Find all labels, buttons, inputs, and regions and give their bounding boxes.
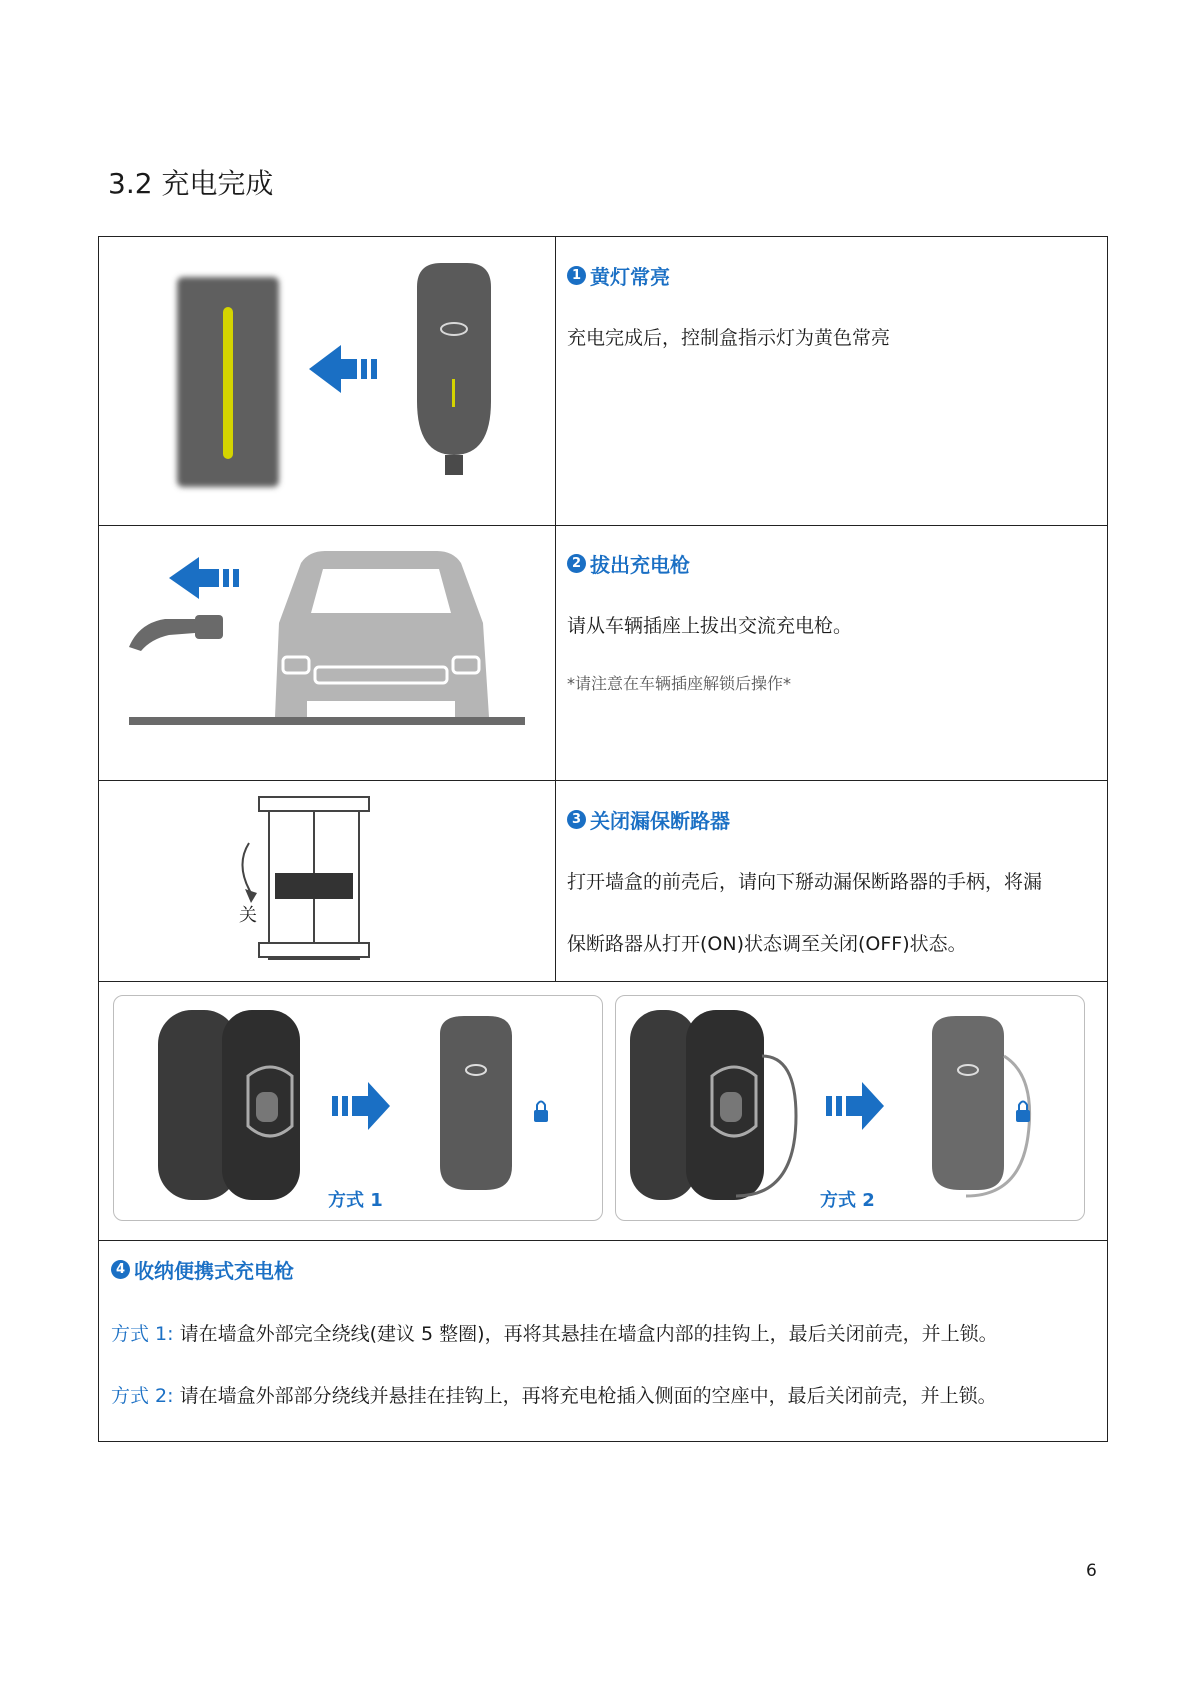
section-title: 3.2 充电完成 (108, 167, 274, 200)
breaker-off-label: 关 (239, 905, 257, 926)
method-2-caption: 方式 2 (820, 1190, 875, 1211)
method-2-label: 方式 2: (111, 1385, 174, 1407)
yellow-light-illustration (119, 241, 539, 521)
page-number: 6 (1086, 1561, 1097, 1581)
unplug-gun-illustration (119, 537, 539, 777)
step-3-description-line-2: 保断路器从打开(ON)状态调至关闭(OFF)状态。 (567, 933, 967, 955)
step-1-description: 充电完成后，控制盒指示灯为黄色常亮 (567, 327, 891, 349)
step-3-title: 3 关闭漏保断路器 (567, 805, 1097, 834)
method-2-text: 请在墙盒外部部分绕线并悬挂在挂钩上，再将充电枪插入侧面的空座中，最后关闭前壳，并上锁。 (179, 1385, 997, 1407)
row-divider (99, 780, 1107, 781)
method-2-panel (615, 995, 1085, 1221)
step-1-title: 1 黄灯常亮 (567, 261, 1097, 290)
step-3-description-line-1: 打开墙盒的前壳后，请向下掰动漏保断路器的手柄，将漏 (567, 871, 1043, 893)
arrow-right-icon (826, 1082, 884, 1130)
step-1-text-block (567, 261, 1097, 511)
method-1-panel (113, 995, 603, 1221)
method-1-text: 请在墙盒外部完全绕线(建议 5 整圈)，再将其悬挂在墙盒内部的挂钩上，最后关闭前壳，并上锁。 (179, 1323, 998, 1345)
row-divider (99, 981, 1107, 982)
lock-icon (534, 1102, 548, 1123)
method-1-caption: 方式 1 (328, 1190, 383, 1211)
step-number-badge: 1 (567, 266, 586, 285)
step-4-title: 4 收纳便携式充电枪 (111, 1255, 294, 1284)
method-2-instruction (111, 1381, 997, 1408)
arrow-left-icon (169, 557, 239, 599)
method-1-label: 方式 1: (111, 1323, 174, 1345)
step-2-note: *请注意在车辆插座解锁后操作* (567, 674, 792, 693)
steps-table (98, 236, 1108, 1442)
lock-icon (1016, 1102, 1030, 1123)
arrow-left-icon (309, 345, 377, 393)
step-2-description: 请从车辆插座上拔出交流充电枪。 (567, 615, 853, 637)
row-divider (99, 525, 1107, 526)
row-divider (99, 1240, 1107, 1241)
step-number-badge: 2 (567, 554, 586, 573)
step-2-text-block (567, 549, 1097, 769)
step-number-badge: 4 (111, 1260, 130, 1279)
breaker-illustration (229, 793, 429, 973)
step-number-badge: 3 (567, 810, 586, 829)
method-1-instruction (111, 1319, 998, 1346)
step-2-title: 2 拔出充电枪 (567, 549, 1097, 578)
step-3-text-block (567, 805, 1097, 975)
column-divider (555, 237, 556, 981)
arrow-right-icon (332, 1082, 390, 1130)
